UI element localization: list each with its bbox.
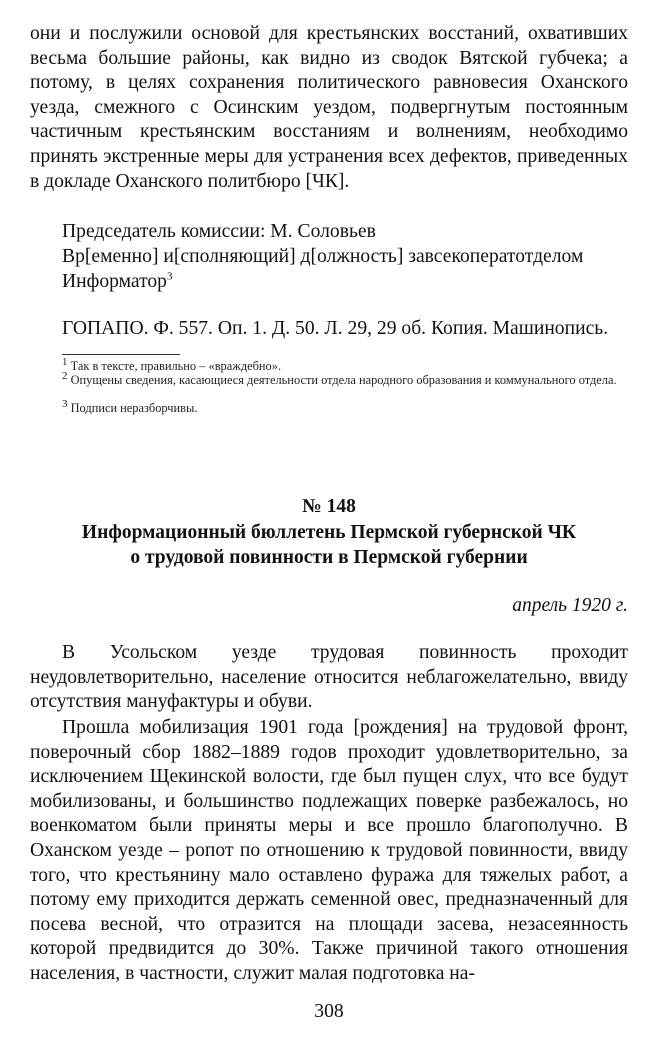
footnote-3-mark: 3	[62, 397, 68, 410]
footnote-1-text: Так в тексте, правильно – «враждебно».	[67, 359, 282, 373]
body-paragraph-1: В Усольском уезде трудовая повинность проходит неудовлетворительно, население относится неблагожелательно, ввиду отсутствия мануфактуры и обуви.	[30, 642, 628, 713]
document-title-line1: Информационный бюллетень Пермской губернской ЧК	[81, 522, 577, 543]
footnote-2-text: Опущены сведения, касающиеся деятельности отдела народного образования и коммунального отдела.	[67, 373, 617, 387]
signature-informant	[62, 269, 628, 294]
footnote-1	[62, 355, 628, 373]
footnote-divider	[62, 354, 180, 355]
footnote-3	[62, 397, 628, 415]
signature-acting-head: Вр[еменно] и[сполняющий] д[олжность] завсекоператотделом	[62, 246, 584, 267]
document-title	[30, 520, 628, 570]
archive-reference: ГОПАПО. Ф. 557. Оп. 1. Д. 50. Л. 29, 29 об. Копия. Машинопись.	[62, 318, 609, 339]
signature-chairman: Председатель комиссии: М. Соловьев	[62, 221, 376, 242]
footnote-mark-3: 3	[166, 270, 173, 283]
footnote-2-mark: 2	[62, 369, 68, 382]
footnote-2	[62, 369, 628, 387]
signature-informant-label: Информатор	[62, 271, 167, 292]
page-number: 308	[314, 1001, 344, 1022]
footnote-3-text: Подписи неразборчивы.	[67, 401, 198, 415]
document-number: № 148	[302, 496, 356, 517]
body-paragraph-2: Прошла мобилизация 1901 года [рождения] на трудовой фронт, поверочный сбор 1882–1889 годов проходит удовлетворительно, за исключением Щекинской волости, где был пущен слух, что все будут мобилизованы, и большинство подлежащих поверке разбежалось, но военкоматом были приняты меры и все прошло благополучно. В Оханском уезде – ропот по отношению к трудовой повинности, ввиду того, что крестьянину мало оставлено фуража для тяжелых работ, а потому ему приходится держать семенной овес, предназначенный для посева весной, что отразится на площади засева, незасеянность которой предвидится до 30%. Также причиной такого отношения населения, в частности, служит малая подготовка на-	[30, 717, 628, 984]
document-title-line2: о трудовой повинности в Пермской губернии	[130, 547, 528, 568]
footnote-1-mark: 1	[62, 355, 68, 368]
continuation-paragraph: они и послужили основой для крестьянских восстаний, охвативших весьма большие районы, как видно из сводок Вятской губчека; а потому, в целях сохранения политического равновесия Оханского уезда, смежного с Осинским уездом, подвергнутым постоянным частичным крестьянским восстаниям и волнениям, необходимо принять экстренные меры для устранения всех дефектов, приведенных в докладе Оханского политбюро [ЧК].	[30, 23, 628, 192]
document-date: апрель 1920 г.	[512, 595, 628, 616]
